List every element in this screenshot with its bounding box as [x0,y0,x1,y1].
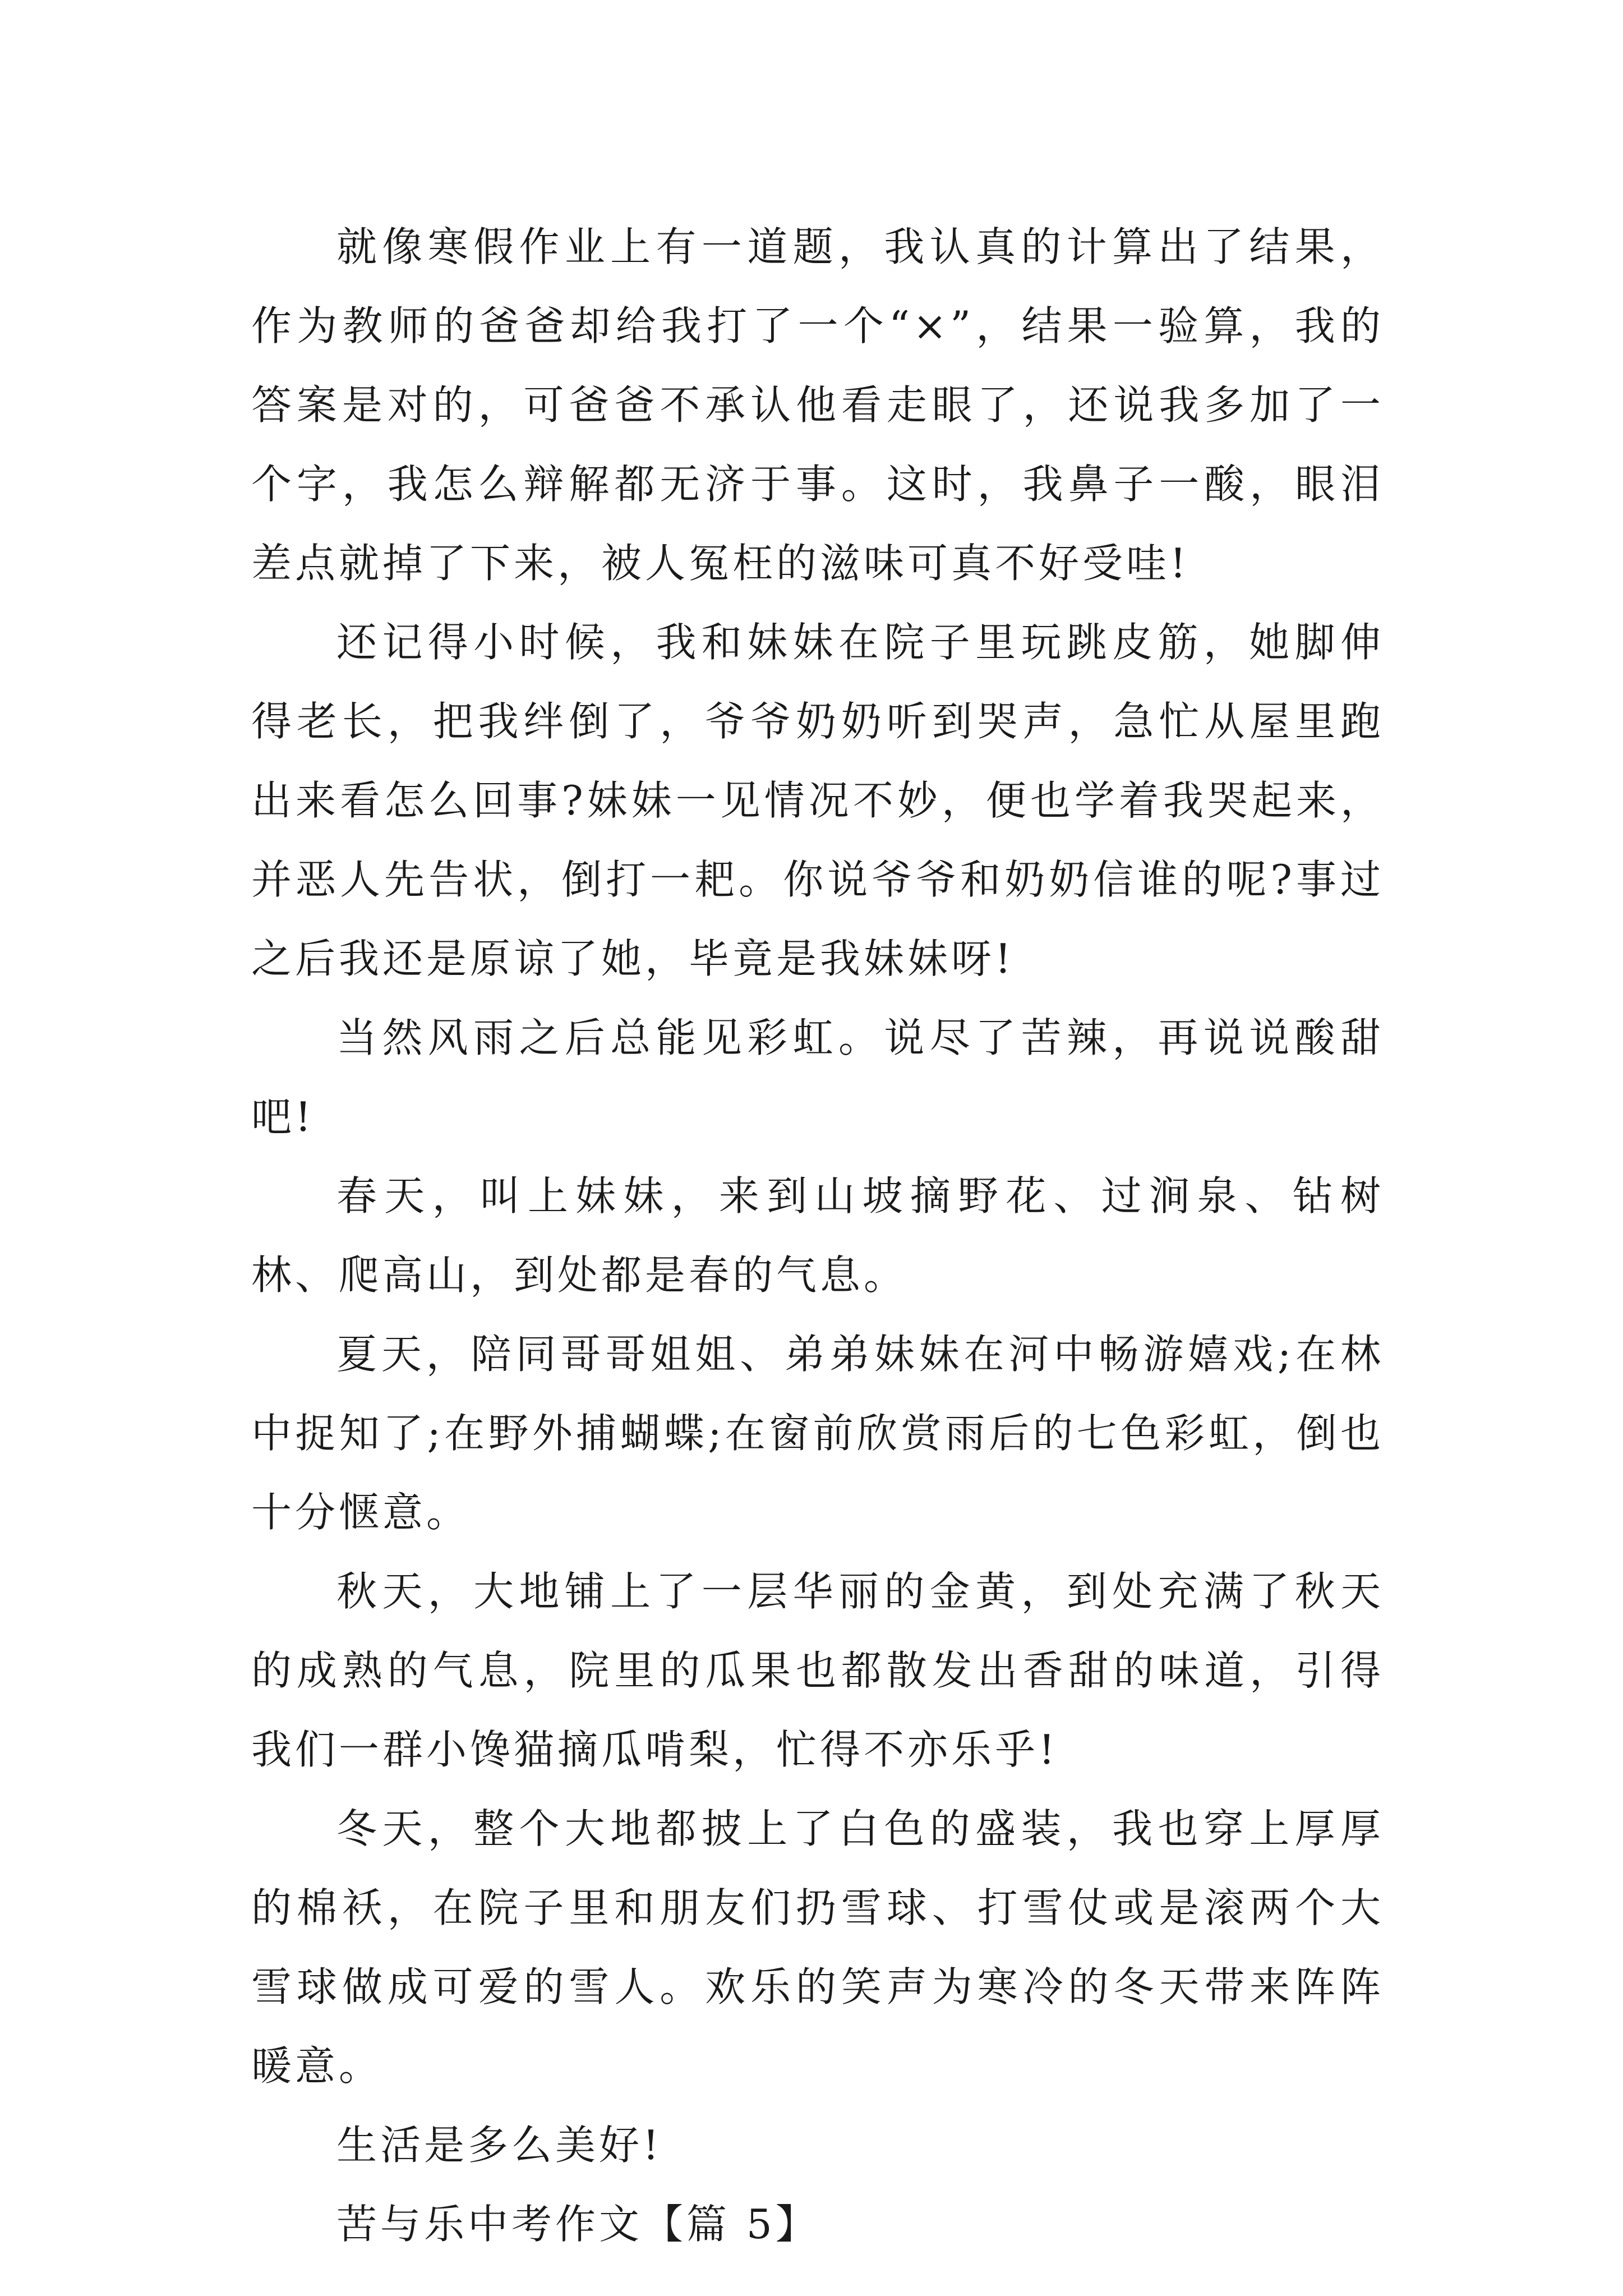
paragraph-childhood: 还记得小时候，我和妹妹在院子里玩跳皮筋，她脚伸得老长，把我绊倒了，爷爷奶奶听到哭声，急忙从屋里跑出来看怎么回事?妹妹一见情况不妙，便也学着我哭起来，并恶人先告状，倒打一耙。你说爷爷和奶奶信谁的呢?事过之后我还是原谅了她，毕竟是我妹妹呀! [251,619,1384,982]
paragraph-summer: 夏天，陪同哥哥姐姐、弟弟妹妹在河中畅游嬉戏;在林中捉知了;在野外捕蝴蝶;在窗前欣赏雨后的七色彩虹，倒也十分惬意。 [251,1331,1384,1536]
paragraph-spring: 春天，叫上妹妹，来到山坡摘野花、过涧泉、钻树林、爬高山，到处都是春的气息。 [251,1172,1384,1299]
paragraph-winter: 冬天，整个大地都披上了白色的盛装，我也穿上厚厚的棉袄，在院子里和朋友们扔雪球、打雪仗或是滚两个大雪球做成可爱的雪人。欢乐的笑声为寒冷的冬天带来阵阵暖意。 [251,1805,1384,2090]
paragraph-rainbow: 当然风雨之后总能见彩虹。说尽了苦辣，再说说酸甜吧! [251,1014,1384,1140]
paragraph-homework: 就像寒假作业上有一道题，我认真的计算出了结果，作为教师的爸爸却给我打了一个“×”，结果一验算，我的答案是对的，可爸爸不承认他看走眼了，还说我多加了一个字，我怎么辩解都无济于事。这时，我鼻子一酸，眼泪差点就掉了下来，被人冤枉的滋味可真不好受哇! [251,223,1384,587]
paragraph-autumn: 秋天，大地铺上了一层华丽的金黄，到处充满了秋天的成熟的气息，院里的瓜果也都散发出香甜的味道，引得我们一群小馋猫摘瓜啃梨，忙得不亦乐乎! [251,1568,1384,1773]
paragraph-conclusion: 生活是多么美好! [336,2122,662,2169]
document-body [251,208,1384,2264]
section-heading: 苦与乐中考作文【篇 5】 [336,2201,819,2248]
